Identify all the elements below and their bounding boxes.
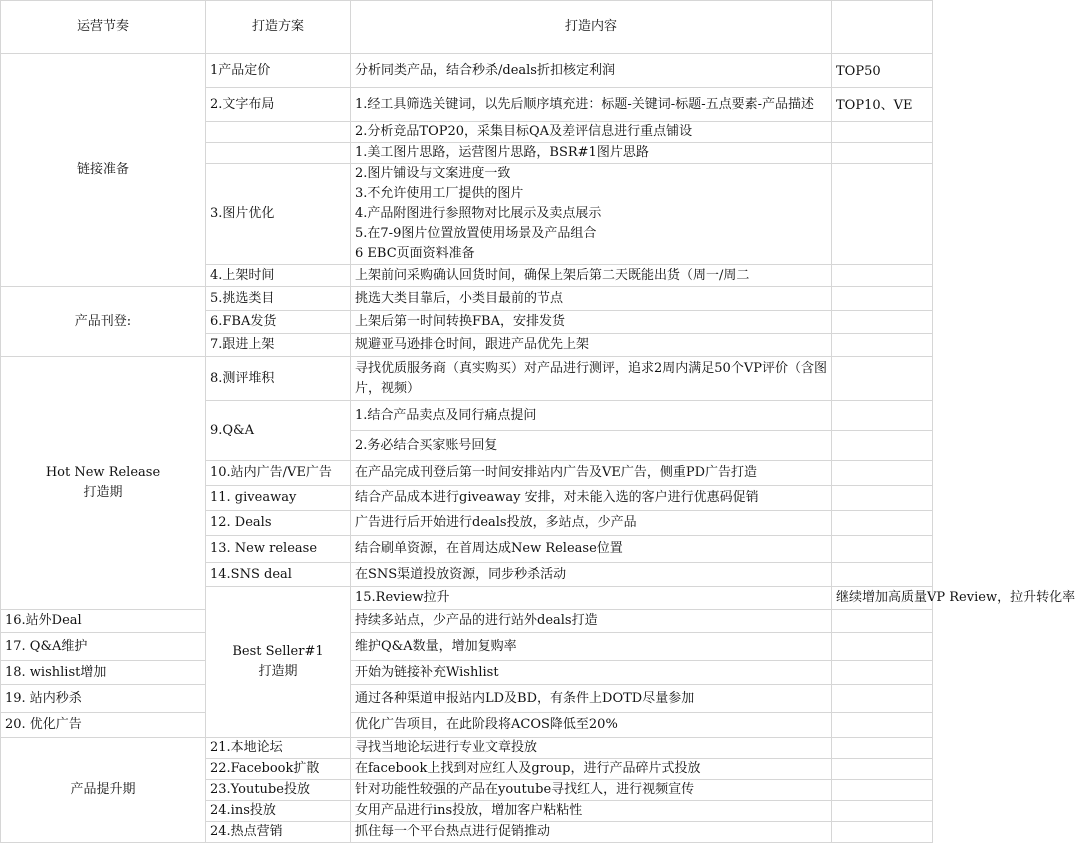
extra-cell xyxy=(832,511,933,536)
plan-cell: 13. New release xyxy=(206,536,351,563)
content-line: 2.分析竞品TOP20，采集目标QA及差评信息进行重点铺设 xyxy=(355,124,693,139)
extra-cell xyxy=(832,685,933,713)
plan-cell: 6.FBA发货 xyxy=(206,311,351,334)
content-cell xyxy=(351,54,832,88)
extra-cell xyxy=(832,122,933,143)
extra-cell xyxy=(832,536,933,563)
content-line: 针对功能性较强的产品在youtube寻找红人，进行视频宣传 xyxy=(355,782,695,797)
plan-cell: 21.本地论坛 xyxy=(206,738,351,759)
extra-cell xyxy=(832,738,933,759)
content-cell xyxy=(351,759,832,780)
phase-label: Hot New Release xyxy=(45,465,161,480)
plan-cell: 4.上架时间 xyxy=(206,265,351,287)
content-line: 1.美工图片思路，运营图片思路，BSR#1图片思路 xyxy=(355,145,649,160)
phase-label: 打造期 xyxy=(83,485,123,500)
content-cell xyxy=(351,713,832,738)
header-phase: 运营节奏 xyxy=(1,1,206,54)
extra-cell xyxy=(832,311,933,334)
phase-cell xyxy=(1,357,206,610)
content-line: 5.在7-9图片位置放置使用场景及产品组合 xyxy=(355,226,597,241)
content-cell xyxy=(351,334,832,357)
content-cell xyxy=(351,357,832,401)
extra-cell: TOP50 xyxy=(832,54,933,88)
extra-cell xyxy=(832,661,933,685)
content-line: 1.结合产品卖点及同行痛点提问 xyxy=(355,407,537,423)
content-line: 寻找当地论坛进行专业文章投放 xyxy=(355,740,538,755)
content-cell xyxy=(832,587,1075,610)
plan-cell: 20. 优化广告 xyxy=(1,713,206,738)
extra-cell xyxy=(832,801,933,822)
extra-cell xyxy=(832,633,933,661)
content-line: 寻找优质服务商（真实购买）对产品进行测评，追求2周内满足50个VP评价（含图片，视频） xyxy=(355,360,827,396)
extra-cell: TOP10、VE xyxy=(832,88,933,122)
extra-cell xyxy=(832,334,933,357)
table-row xyxy=(1,610,933,633)
extra-cell xyxy=(832,357,933,401)
content-cell xyxy=(351,685,832,713)
content-cell xyxy=(351,431,832,461)
table-row xyxy=(1,738,933,759)
content-line: 女用产品进行ins投放，增加客户粘粘性 xyxy=(355,803,583,818)
extra-cell xyxy=(832,287,933,311)
content-cell xyxy=(351,461,832,486)
content-line: 在SNS渠道投放资源，同步秒杀活动 xyxy=(355,566,567,582)
content-cell xyxy=(351,164,832,265)
content-cell xyxy=(351,287,832,311)
content-cell xyxy=(351,122,832,143)
content-line: 6 EBC页面资料准备 xyxy=(355,246,475,261)
extra-cell xyxy=(832,610,933,633)
phase-label: 打造期 xyxy=(258,664,298,679)
plan-cell: 9.Q&A xyxy=(206,401,351,461)
content-cell xyxy=(351,822,832,843)
extra-cell xyxy=(832,780,933,801)
phase-cell xyxy=(1,54,206,287)
phase-cell xyxy=(1,738,206,843)
plan-cell xyxy=(206,143,351,164)
plan-cell xyxy=(206,122,351,143)
content-line: 优化广告项目，在此阶段将ACOS降低至20% xyxy=(355,717,618,732)
content-line: 继续增加高质量VP Review，拉升转化率 xyxy=(836,590,1075,605)
content-line: 挑选大类目靠后，小类目最前的节点 xyxy=(355,290,564,306)
table-row xyxy=(1,633,933,661)
plan-cell: 2.文字布局 xyxy=(206,88,351,122)
header-plan: 打造方案 xyxy=(206,1,351,54)
extra-cell xyxy=(832,713,933,738)
phase-label: 链接准备 xyxy=(76,162,129,177)
table-row xyxy=(1,661,933,685)
plan-cell: 8.测评堆积 xyxy=(206,357,351,401)
phase-cell xyxy=(206,587,351,738)
content-cell xyxy=(351,265,832,287)
extra-cell xyxy=(832,143,933,164)
content-cell xyxy=(351,143,832,164)
content-line: 分析同类产品，结合秒杀/deals折扣核定利润 xyxy=(355,62,615,78)
phase-label: 产品刊登: xyxy=(74,313,132,329)
phase-label: Best Seller#1 xyxy=(232,644,324,659)
content-line: 维护Q&A数量，增加复购率 xyxy=(355,638,517,654)
content-line: 2.务必结合买家账号回复 xyxy=(355,437,498,453)
table-row xyxy=(1,287,933,311)
content-cell xyxy=(351,311,832,334)
content-cell xyxy=(351,801,832,822)
extra-cell xyxy=(832,563,933,587)
table-row xyxy=(1,357,933,401)
table-row xyxy=(1,54,933,88)
header-content: 打造内容 xyxy=(351,1,832,54)
plan-cell: 16.站外Deal xyxy=(1,610,206,633)
plan-cell: 3.图片优化 xyxy=(206,164,351,265)
content-line: 上架前问采购确认回货时间，确保上架后第二天既能出货（周一/周二 xyxy=(355,267,750,283)
content-line: 4.产品附图进行参照物对比展示及卖点展示 xyxy=(355,206,602,221)
content-cell xyxy=(351,401,832,431)
content-line: 1.经工具筛选关键词，以先后顺序填充进：标题-关键词-标题-五点要素-产品描述 xyxy=(355,96,814,112)
plan-cell: 24.热点营销 xyxy=(206,822,351,843)
content-line: 结合刷单资源，在首周达成New Release位置 xyxy=(355,541,623,556)
extra-cell xyxy=(832,164,933,265)
phase-label: 产品提升期 xyxy=(70,782,136,797)
content-line: 2.图片铺设与文案进度一致 xyxy=(355,166,511,181)
header-extra xyxy=(832,1,933,54)
header-row xyxy=(1,1,933,54)
plan-cell: 10.站内广告/VE广告 xyxy=(206,461,351,486)
content-line: 在产品完成刊登后第一时间安排站内广告及VE广告，侧重PD广告打造 xyxy=(355,465,758,480)
extra-cell xyxy=(832,461,933,486)
table-row xyxy=(1,685,933,713)
plan-cell: 19. 站内秒杀 xyxy=(1,685,206,713)
content-cell xyxy=(351,486,832,511)
plan-cell: 23.Youtube投放 xyxy=(206,780,351,801)
content-line: 上架后第一时间转换FBA，安排发货 xyxy=(355,314,565,329)
plan-cell: 24.ins投放 xyxy=(206,801,351,822)
content-cell xyxy=(351,563,832,587)
content-line: 开始为链接补充Wishlist xyxy=(355,664,499,680)
plan-cell: 22.Facebook扩散 xyxy=(206,759,351,780)
content-line: 广告进行后开始进行deals投放，多站点，少产品 xyxy=(355,515,637,530)
content-cell xyxy=(351,511,832,536)
content-cell xyxy=(351,661,832,685)
phase-cell xyxy=(1,287,206,357)
plan-cell: 18. wishlist增加 xyxy=(1,661,206,685)
content-line: 结合产品成本进行giveaway 安排，对未能入选的客户进行优惠码促销 xyxy=(355,490,759,505)
plan-cell: 1产品定价 xyxy=(206,54,351,88)
extra-cell xyxy=(832,431,933,461)
content-line: 规避亚马逊排仓时间，跟进产品优先上架 xyxy=(355,337,590,352)
extra-cell xyxy=(832,822,933,843)
extra-cell xyxy=(832,759,933,780)
plan-cell: 11. giveaway xyxy=(206,486,351,511)
content-line: 持续多站点，少产品的进行站外deals打造 xyxy=(355,613,598,628)
content-cell xyxy=(351,610,832,633)
content-line: 3.不允许使用工厂提供的图片 xyxy=(355,186,524,201)
content-cell xyxy=(351,780,832,801)
table-row xyxy=(1,713,933,738)
plan-cell: 15.Review拉升 xyxy=(351,587,832,610)
plan-cell: 5.挑选类目 xyxy=(206,287,351,311)
content-line: 在facebook上找到对应红人及group，进行产品碎片式投放 xyxy=(355,761,701,776)
content-cell xyxy=(351,633,832,661)
content-line: 通过各种渠道申报站内LD及BD，有条件上DOTD尽量参加 xyxy=(355,690,695,706)
plan-cell: 17. Q&A维护 xyxy=(1,633,206,661)
content-cell xyxy=(351,88,832,122)
content-line: 抓住每一个平台热点进行促销推动 xyxy=(355,824,551,839)
plan-cell: 7.跟进上架 xyxy=(206,334,351,357)
plan-cell: 12. Deals xyxy=(206,511,351,536)
extra-cell xyxy=(832,265,933,287)
plan-cell: 14.SNS deal xyxy=(206,563,351,587)
extra-cell xyxy=(832,401,933,431)
extra-cell xyxy=(832,486,933,511)
content-cell xyxy=(351,738,832,759)
content-cell xyxy=(351,536,832,563)
